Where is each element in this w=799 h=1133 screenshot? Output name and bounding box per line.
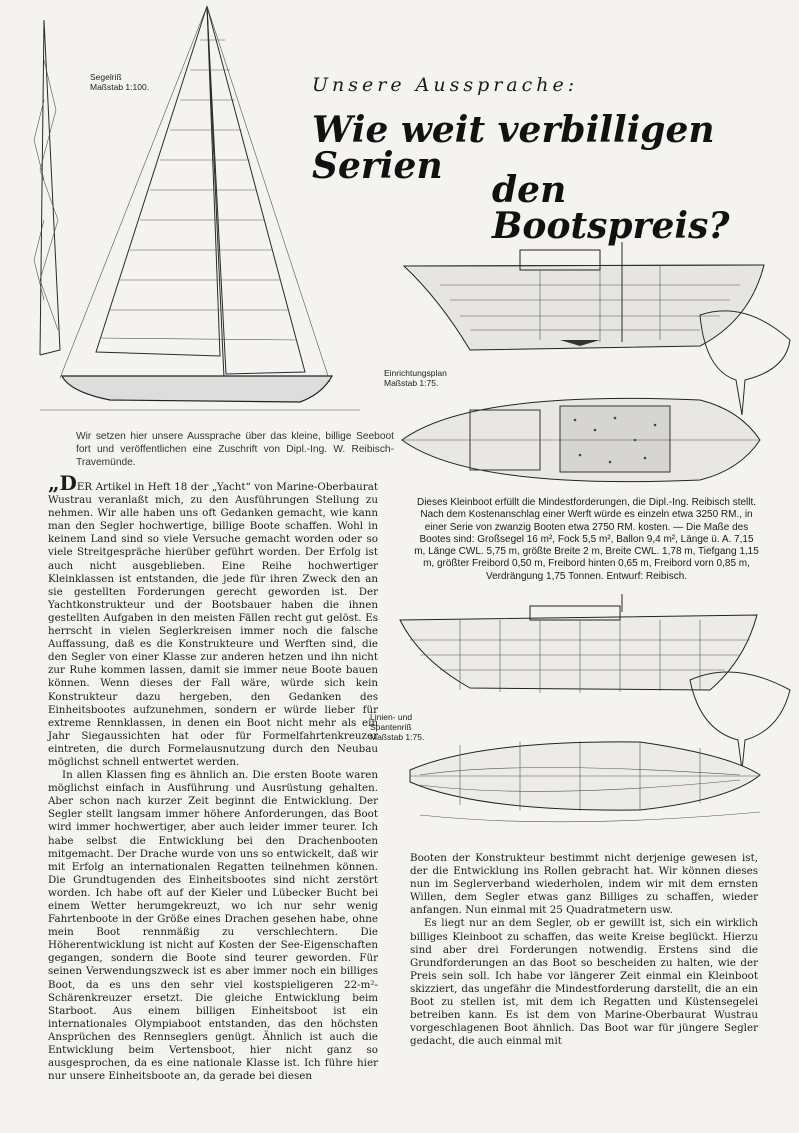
lines-plan-label: Linien- und Spantenriß Maßstab 1:75. (370, 712, 425, 742)
boat-specifications: Dieses Kleinboot erfüllt die Mindestforderungen, die Dipl.-Ing. Reibisch stellt. Nach dem Kostenanschlag einer Werft würde es einzeln etwa 3250 RM., in einer Serie von zwanzig Booten etwa 2750 RM. kosten. — Die Maße des Bootes sind: Großsegel 16 m², Fock 5,5 m², Ballon 9,4 m², Länge ü. A. 7,15 m, Länge CWL. 5,75 m, größte Breite 2 m, Breite CWL. 1,78 m, Tiefgang 1,15 m, größter Freibord 0,50 m, Freibord hinten 0,65 m, Freibord vorn 0,85 m, Verdrängung 1,75 Tonnen. Entwurf: Reibisch. (414, 497, 759, 582)
article-column-left (48, 471, 378, 1083)
article-column-right (410, 852, 758, 1048)
interior-plan-top-drawing (402, 398, 760, 481)
article-paragraph: Booten der Konstrukteur bestimmt nicht derjenige gewesen ist, der die Entwicklung ins Rollen gebracht hat. Wir können dieses nun im Seglerverband wiederholen, indem wir mit dem ernsten Willen, dem Segler etwas ganz Billiges zu schaffen, wieder anfangen. Nun einmal mit 25 Quadratmetern usw. (410, 852, 758, 917)
interior-plan-label: Einrichtungsplan Maßstab 1:75. (384, 368, 447, 388)
paragraph-text: ER Artikel in Heft 18 der „Yacht“ von Marine-Oberbaurat Wustrau veranlaßt mich, zu den Ausführungen Stellung zu nehmen. Wir alle haben uns oft Gedanken gemacht, wie kann man den Segler hochwertige, billige Boote schaffen. Wohl in keinem Land sind so viele Versuche gemacht worden oder so viele Streitgespräche hierüber geführt worden. Der Erfolg ist auch nicht ausgeblieben. Eine Reihe hochwertiger Kleinklassen ist entstanden, die jede für ihren Zweck den an sie gestellten Forderungen gerecht geworden ist. Der Yachtkonstrukteur und der Bootsbauer haben die ihnen gestellten Aufgaben in den meisten Fällen recht gut gelöst. Es herrscht in vielen Seglerkreisen immer noch die falsche Auffassung, daß es die Konstrukteure und Werften sind, die den Segler von einer Klasse zur anderen hetzen und ihn nicht zur Ruhe kommen lassen, damit sie immer neue Boote bauen können. Wenn dieses der Fall wäre, würde sich kein Konstrukteur dazu hergeben, den Gedanken des Einheitsbootes aufzunehmen, sondern er würde lieber für extreme Rennklassen, in denen ein Boot nicht mehr als ein Jahr Siegaussichten hat oder für Formelfahrtenkreuzer eintreten, die durch Formelausnutzung durch den Neubau möglichst schnell entwertet werden. (48, 481, 378, 768)
headline-line-1: Wie weit verbilligen Serien (312, 109, 715, 187)
article-paragraph: In allen Klassen fing es ähnlich an. Die ersten Boote waren möglichst einfach in Ausführung und Ausrüstung gehalten. Aber schon nach kurzer Zeit beginnt die Entwicklung. Der Segler stellt langsam immer höhere Anforderungen, das Boot wird immer hochwertiger, aber auch leider immer teurer. Ich habe selbst die Entwicklung bei den Drachenbooten mitgemacht. Der Drache wurde von uns so entwickelt, daß wir mit Erfolg an internationalen Regatten teilnehmen können. Die Grundtugenden des Einheitsbootes sind nicht zerstört worden. Ich habe oft auf der Kieler und Lübecker Bucht bei einem Wetter herumgekreuzt, wo ich nur sehr wenig Fahrtenboote in der Größe eines Drachen gesehen habe, ohne mein Boot rennmäßig zu verschlechtern. Die Höherentwicklung ist nicht auf Kosten der See-Eigenschaften gegangen, sondern die Boote sind teurer geworden. Für seinen Verwendungszweck ist es aber immer noch ein billiges Boot, da es uns den sehr viel kostspieligeren 22-m²-Schärenkreuzer ersetzt. Die gleiche Entwicklung beim Starboot. Aus einem billigen Einheitsboot ist ein internationales Olympiaboot entstanden, das den höchsten Ansprüchen des Rennseglers genügt. Ähnlich ist auch die Entwicklung beim Vertensboot, hier nicht ganz so ausgesprochen, da es eine nationale Klasse ist. Ich führe hier nur unsere Einheitsboote an, da gerade bei diesen (48, 769, 378, 1083)
article-intro-caption: Wir setzen hier unsere Aussprache über das kleine, billige Seeboot fort und veröffentlichen eine Zuschrift von Dipl.-Ing. W. Reibisch-Travemünde. (76, 431, 394, 468)
drop-cap: „D (48, 471, 77, 495)
sail-plan-drawing (40, 6, 360, 410)
article-paragraph (48, 471, 378, 769)
sail-plan-label: Segelriß Maßstab 1:100. (90, 72, 150, 92)
section-kicker: Unsere Aussprache: (312, 74, 579, 96)
waterline-plan-drawing (410, 741, 760, 822)
headline-line-2: den Bootspreis? (492, 169, 730, 247)
interior-plan-side-drawing (404, 242, 790, 415)
article-paragraph: Es liegt nur an dem Segler, ob er gewillt ist, sich ein wirklich billiges Kleinboot zu schaffen, das weite Kreise beglückt. Hierzu sind aber drei Forderungen notwendig. Erstens sind die Grundforderungen an das Boot so bescheiden zu halten, wie der Preis sein soll. Ich habe vor längerer Zeit einmal ein Kleinboot skizziert, das ungefähr die Mindestforderung darstellt, die an ein Boot zu stellen ist, mit dem ich Regatten und Küstensegelei betreiben kann. Es ist dem von Marine-Oberbaurat Wustrau vorgeschlagenen Boot ähnlich. Das Boot war für jüngere Segler gedacht, die auch einmal mit (410, 917, 758, 1048)
mast-profile-drawing (34, 20, 60, 355)
